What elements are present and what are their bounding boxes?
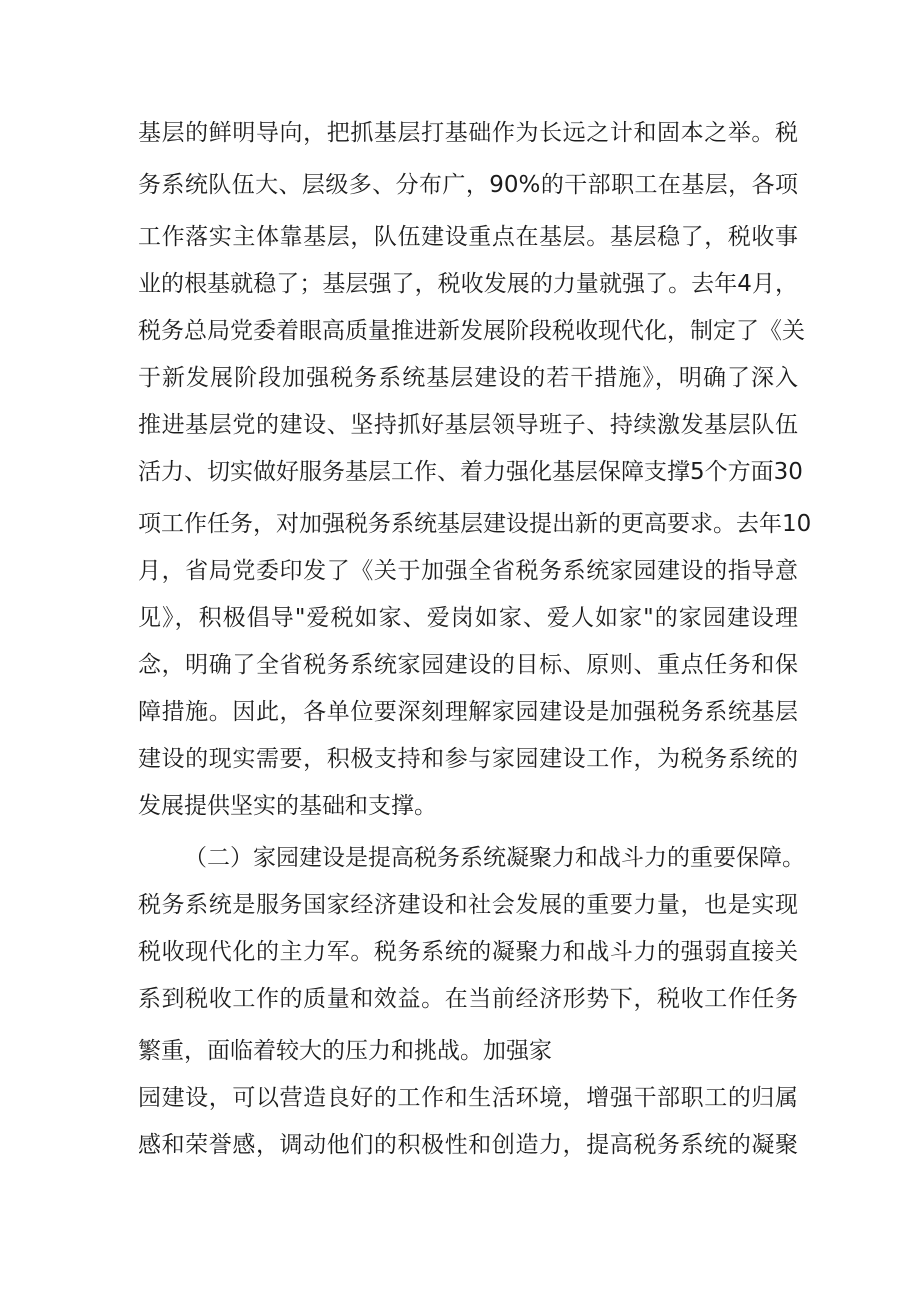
text-line: 发展提供坚实的基础和支撑。 bbox=[138, 793, 437, 819]
text-line: 税收现代化的主力军。税务系统的凝聚力和战斗力的强弱直接关 bbox=[138, 939, 798, 965]
text-line: 活力、切实做好服务基层工作、着力强化基层保障支撑5个方面30 bbox=[138, 459, 803, 485]
text-line: 感和荣誉感，调动他们的积极性和创造力，提高税务系统的凝聚 bbox=[138, 1132, 798, 1158]
text-line: 园建设，可以营造良好的工作和生活环境，增强干部职工的归属 bbox=[138, 1085, 798, 1111]
text-line: 税务系统是服务国家经济建设和社会发展的重要力量，也是实现 bbox=[138, 892, 798, 918]
section-heading: （二）家园建设是提高税务系统凝聚力和战斗力的重要保障。 bbox=[184, 845, 805, 871]
text-line: 税务总局党委着眼高质量推进新发展阶段税收现代化，制定了《关 bbox=[138, 318, 805, 344]
text-line: 务系统队伍大、层级多、分布广，90%的干部职工在基层，各项 bbox=[138, 172, 798, 198]
text-line: 基层的鲜明导向，把抓基层打基础作为长远之计和固本之举。税 bbox=[138, 120, 798, 146]
text-line: 建设的现实需要，积极支持和参与家园建设工作，为税务系统的 bbox=[138, 746, 798, 772]
text-line: 工作落实主体靠基层，队伍建设重点在基层。基层稳了，税收事 bbox=[138, 224, 798, 250]
text-line: 繁重，面临着较大的压力和挑战。加强家 bbox=[138, 1038, 552, 1064]
text-line: 业的根基就稳了；基层强了，税收发展的力量就强了。去年4月， bbox=[138, 271, 798, 297]
text-line: 系到税收工作的质量和效益。在当前经济形势下，税收工作任务 bbox=[138, 986, 798, 1012]
text-line: 于新发展阶段加强税务系统基层建设的若干措施》，明确了深入 bbox=[138, 365, 798, 391]
text-line: 见》，积极倡导"爱税如家、爱岗如家、爱人如家"的家园建设理 bbox=[138, 605, 798, 631]
text-line: 月，省局党委印发了《关于加强全省税务系统家园建设的指导意 bbox=[138, 558, 798, 584]
text-line: 推进基层党的建设、坚持抓好基层领导班子、持续激发基层队伍 bbox=[138, 412, 798, 438]
text-line: 障措施。因此，各单位要深刻理解家园建设是加强税务系统基层 bbox=[138, 699, 798, 725]
text-line: 项工作任务，对加强税务系统基层建设提出新的更高要求。去年10 bbox=[138, 511, 812, 537]
text-line: 念，明确了全省税务系统家园建设的目标、原则、重点任务和保 bbox=[138, 652, 798, 678]
